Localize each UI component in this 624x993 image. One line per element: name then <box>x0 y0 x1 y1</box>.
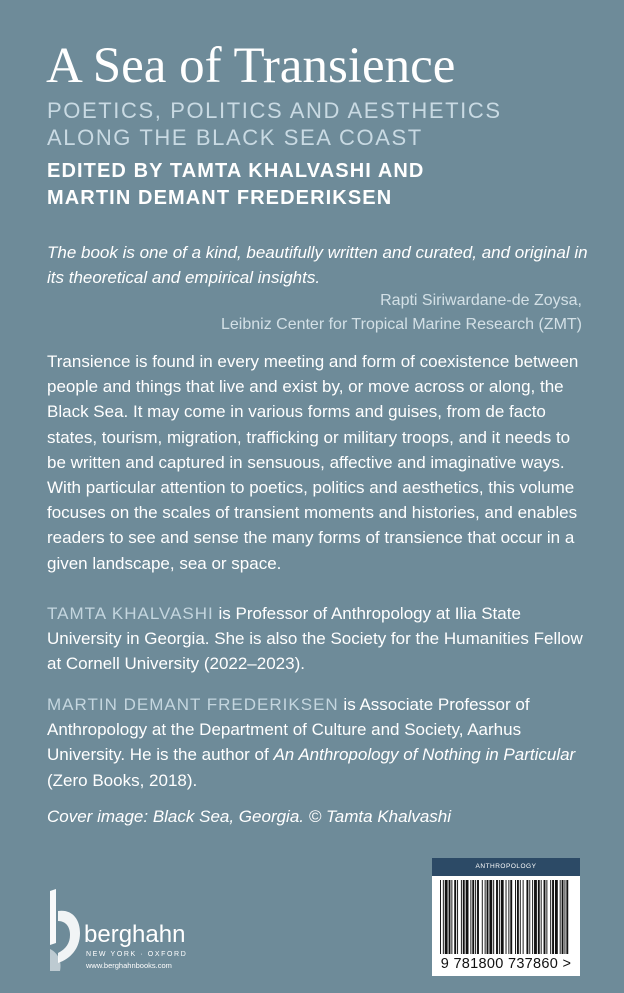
endorsement-attribution <box>22 289 582 337</box>
book-editors <box>47 158 607 212</box>
barcode-category: ANTHROPOLOGY <box>432 858 580 876</box>
isbn-barcode <box>432 858 580 976</box>
cover-image-credit: Cover image: Black Sea, Georgia. © Tamta Khalvashi <box>47 807 452 826</box>
editor-bio-1 <box>47 601 592 677</box>
book-subtitle <box>47 97 607 151</box>
editor-book-title: An Anthropology of Nothing in Particular <box>273 745 576 765</box>
editor-bio-text: is Associate Professor of Anthropology at the Department of Culture and Society, Aarhus University. He is the author of <box>47 695 530 765</box>
endorsement-quote: The book is one of a kind, beautifully written and curated, and original in its theoretical and empirical insights. <box>47 243 588 287</box>
editor-bio-name: MARTIN DEMANT FREDERIKSEN <box>47 695 339 714</box>
editor-bio-name: TAMTA KHALVASHI <box>47 604 214 623</box>
editor-bio-text: is Professor of Anthropology at Ilia State University in Georgia. She is also the Society for the Humanities Fellow at Cornell University (2022–2023). <box>47 604 583 674</box>
editor-bio-2 <box>47 692 592 793</box>
editors-line-2: MARTIN DEMANT FREDERIKSEN <box>47 187 393 209</box>
publisher-name: berghahn <box>84 921 186 948</box>
barcode-bars <box>436 880 576 956</box>
editors-line-1: EDITED BY TAMTA KHALVASHI AND <box>47 160 425 182</box>
publisher-url: www.berghahnbooks.com <box>86 961 172 970</box>
subtitle-line-1: POETICS, POLITICS AND AESTHETICS <box>47 98 502 123</box>
book-title: A Sea of Transience <box>46 38 456 94</box>
book-description: Transience is found in every meeting and form of coexistence between people and things that live and exist by, or move across or along, the Black Sea. It may come in various forms and guises, from de facto states, tourism, migration, trafficking or military troops, and it needs to be written and captured in sensuous, affective and imaginative ways. With particular attention to poetics, politics and aesthetics, this volume focuses on the scales of transient moments and histories, and enables readers to see and sense the many forms of transience that occur in a given landscape, sea or space. <box>47 352 579 573</box>
endorsement-author: Rapti Siriwardane-de Zoysa, <box>380 292 582 309</box>
editor-bio-text-after: (Zero Books, 2018). <box>47 770 198 790</box>
endorsement-affiliation: Leibniz Center for Tropical Marine Research (ZMT) <box>220 316 582 333</box>
barcode-digits: 9 781800 737860 > <box>440 956 572 972</box>
berghahn-mark-icon <box>48 889 82 971</box>
publisher-logo <box>48 889 198 971</box>
subtitle-line-2: ALONG THE BLACK SEA COAST <box>47 125 423 150</box>
publisher-places: NEW YORK · OXFORD <box>86 951 188 958</box>
